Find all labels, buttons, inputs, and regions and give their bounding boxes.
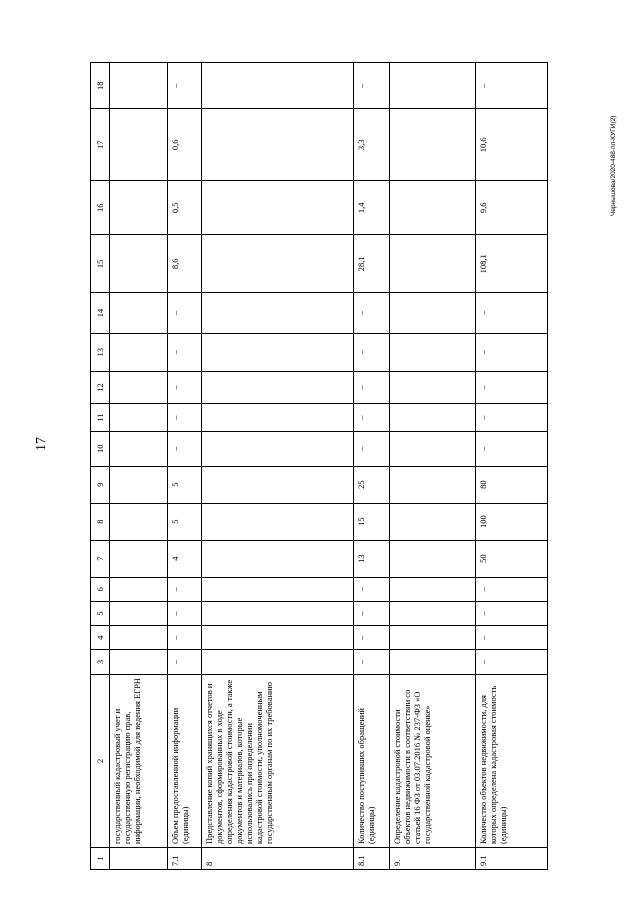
table-cell: 15: [354, 503, 390, 540]
column-header: 10: [91, 431, 110, 466]
page-number: 17: [34, 437, 49, 451]
table-cell: [110, 601, 168, 625]
table-cell: –: [476, 650, 548, 674]
column-header: 8: [91, 503, 110, 540]
table-cell: –: [354, 371, 390, 403]
table-cell: [202, 466, 354, 503]
table-cell: –: [354, 293, 390, 333]
table-cell: [390, 371, 476, 403]
table-cell: [202, 109, 354, 181]
table-cell: –: [354, 650, 390, 674]
column-header: 11: [91, 404, 110, 432]
column-header: 17: [91, 109, 110, 181]
row-number: 8.1: [354, 848, 390, 870]
table-cell: [202, 650, 354, 674]
table-cell: [110, 466, 168, 503]
row-number: 9.: [390, 848, 476, 870]
document-code: Чернышова/2020-488-пп-КУГИ(2): [610, 115, 617, 216]
table-cell: –: [354, 333, 390, 371]
table-cell: –: [168, 63, 202, 109]
table-cell: [202, 404, 354, 432]
table-cell: 4: [168, 540, 202, 577]
table-cell: [110, 503, 168, 540]
table-cell: [390, 466, 476, 503]
table-cell: [202, 577, 354, 601]
table-cell: [110, 650, 168, 674]
table-cell: 28,1: [354, 235, 390, 293]
table-cell: [202, 333, 354, 371]
table-cell: [390, 333, 476, 371]
table-row: [168, 63, 202, 870]
table-cell: –: [476, 293, 548, 333]
table-cell: [202, 371, 354, 403]
table-cell: –: [476, 63, 548, 109]
table-cell: 108,1: [476, 235, 548, 293]
column-header: 9: [91, 466, 110, 503]
column-header: 1: [91, 848, 110, 870]
column-header: 12: [91, 371, 110, 403]
table-cell: –: [354, 431, 390, 466]
table-cell: –: [168, 371, 202, 403]
row-number: 9.1: [476, 848, 548, 870]
table-cell: 80: [476, 466, 548, 503]
table-cell: [110, 371, 168, 403]
column-header: 5: [91, 601, 110, 625]
table-cell: [390, 626, 476, 650]
table-cell: –: [168, 650, 202, 674]
row-number: 7.1: [168, 848, 202, 870]
table-cell: [390, 293, 476, 333]
row-description: Представление копий хранящихся отчетов и документов, сформированных в ходе определения кадастровой стоимости, а также документов и материалов, которые использовались при определении кадастровой стоимости, уполномоченным государственным органам по их требованию: [202, 674, 354, 847]
table-cell: [390, 404, 476, 432]
table-cell: 0,5: [168, 181, 202, 235]
table-cell: [110, 109, 168, 181]
table-cell: 25: [354, 466, 390, 503]
table-cell: 5: [168, 466, 202, 503]
table-cell: –: [354, 404, 390, 432]
table-cell: –: [354, 63, 390, 109]
table-cell: 1,4: [354, 181, 390, 235]
table-cell: 0,6: [168, 109, 202, 181]
table-row: [110, 63, 168, 870]
table-cell: 10,6: [476, 109, 548, 181]
table-cell: [390, 650, 476, 674]
table-cell: –: [476, 371, 548, 403]
table-cell: 3,3: [354, 109, 390, 181]
table-cell: [202, 626, 354, 650]
table-cell: [202, 601, 354, 625]
table-cell: [390, 235, 476, 293]
table-cell: –: [168, 626, 202, 650]
data-table: [90, 62, 548, 870]
column-number-row: [91, 63, 110, 870]
table-cell: [110, 626, 168, 650]
table-cell: –: [476, 577, 548, 601]
table-cell: [390, 63, 476, 109]
row-number: [110, 848, 168, 870]
table-cell: 100: [476, 503, 548, 540]
table-cell: 9,6: [476, 181, 548, 235]
column-header: 4: [91, 626, 110, 650]
column-header: 18: [91, 63, 110, 109]
column-header: 2: [91, 674, 110, 847]
table-cell: [110, 293, 168, 333]
table-cell: –: [168, 577, 202, 601]
table-cell: [110, 431, 168, 466]
table-cell: –: [354, 577, 390, 601]
table-row: [390, 63, 476, 870]
table-cell: [110, 540, 168, 577]
row-description: Количество поступивших обращений (единицы): [354, 674, 390, 847]
table-cell: [390, 181, 476, 235]
column-header: 13: [91, 333, 110, 371]
table-cell: –: [168, 333, 202, 371]
column-header: 3: [91, 650, 110, 674]
column-header: 15: [91, 235, 110, 293]
column-header: 14: [91, 293, 110, 333]
table-cell: [202, 63, 354, 109]
table-cell: –: [476, 626, 548, 650]
rotated-table-wrapper: [90, 62, 590, 870]
table-cell: 13: [354, 540, 390, 577]
table-cell: [110, 181, 168, 235]
row-description: Объем предоставленной информации (единицы): [168, 674, 202, 847]
table-cell: [202, 181, 354, 235]
table-cell: –: [168, 404, 202, 432]
table-cell: 5: [168, 503, 202, 540]
column-header: 7: [91, 540, 110, 577]
table-cell: [390, 109, 476, 181]
table-cell: –: [168, 431, 202, 466]
table-cell: [110, 577, 168, 601]
table-cell: –: [168, 601, 202, 625]
table-cell: [110, 63, 168, 109]
table-cell: 50: [476, 540, 548, 577]
table-row: [354, 63, 390, 870]
row-description: Определение кадастровой стоимости объектов недвижимости в соответствии со статьей 16 ФЗ от 03.07.2016 № 237-ФЗ «О государственной кадастровой оценке»: [390, 674, 476, 847]
table-cell: [202, 293, 354, 333]
table-cell: [202, 540, 354, 577]
table-cell: [390, 577, 476, 601]
table-cell: –: [476, 333, 548, 371]
table-cell: [202, 431, 354, 466]
table-cell: [390, 601, 476, 625]
table-cell: [110, 333, 168, 371]
table-cell: –: [476, 601, 548, 625]
table-row: [476, 63, 548, 870]
table-cell: [390, 431, 476, 466]
table-cell: [110, 404, 168, 432]
row-number: 8: [202, 848, 354, 870]
column-header: 16: [91, 181, 110, 235]
row-description: государственный кадастровый учет и государственную регистрацию прав, информации, необходимой для ведения ЕГРН: [110, 674, 168, 847]
table-cell: –: [354, 626, 390, 650]
table-cell: [110, 235, 168, 293]
table-row: [202, 63, 354, 870]
table-cell: –: [476, 431, 548, 466]
table-cell: –: [354, 601, 390, 625]
column-header: 6: [91, 577, 110, 601]
table-cell: –: [476, 404, 548, 432]
table-cell: –: [168, 293, 202, 333]
table-cell: [390, 540, 476, 577]
table-cell: [202, 503, 354, 540]
table-cell: [202, 235, 354, 293]
row-description: Количество объектов недвижимости, для которых определена кадастровая стоимость (единицы): [476, 674, 548, 847]
table-cell: [390, 503, 476, 540]
table-cell: 8,6: [168, 235, 202, 293]
